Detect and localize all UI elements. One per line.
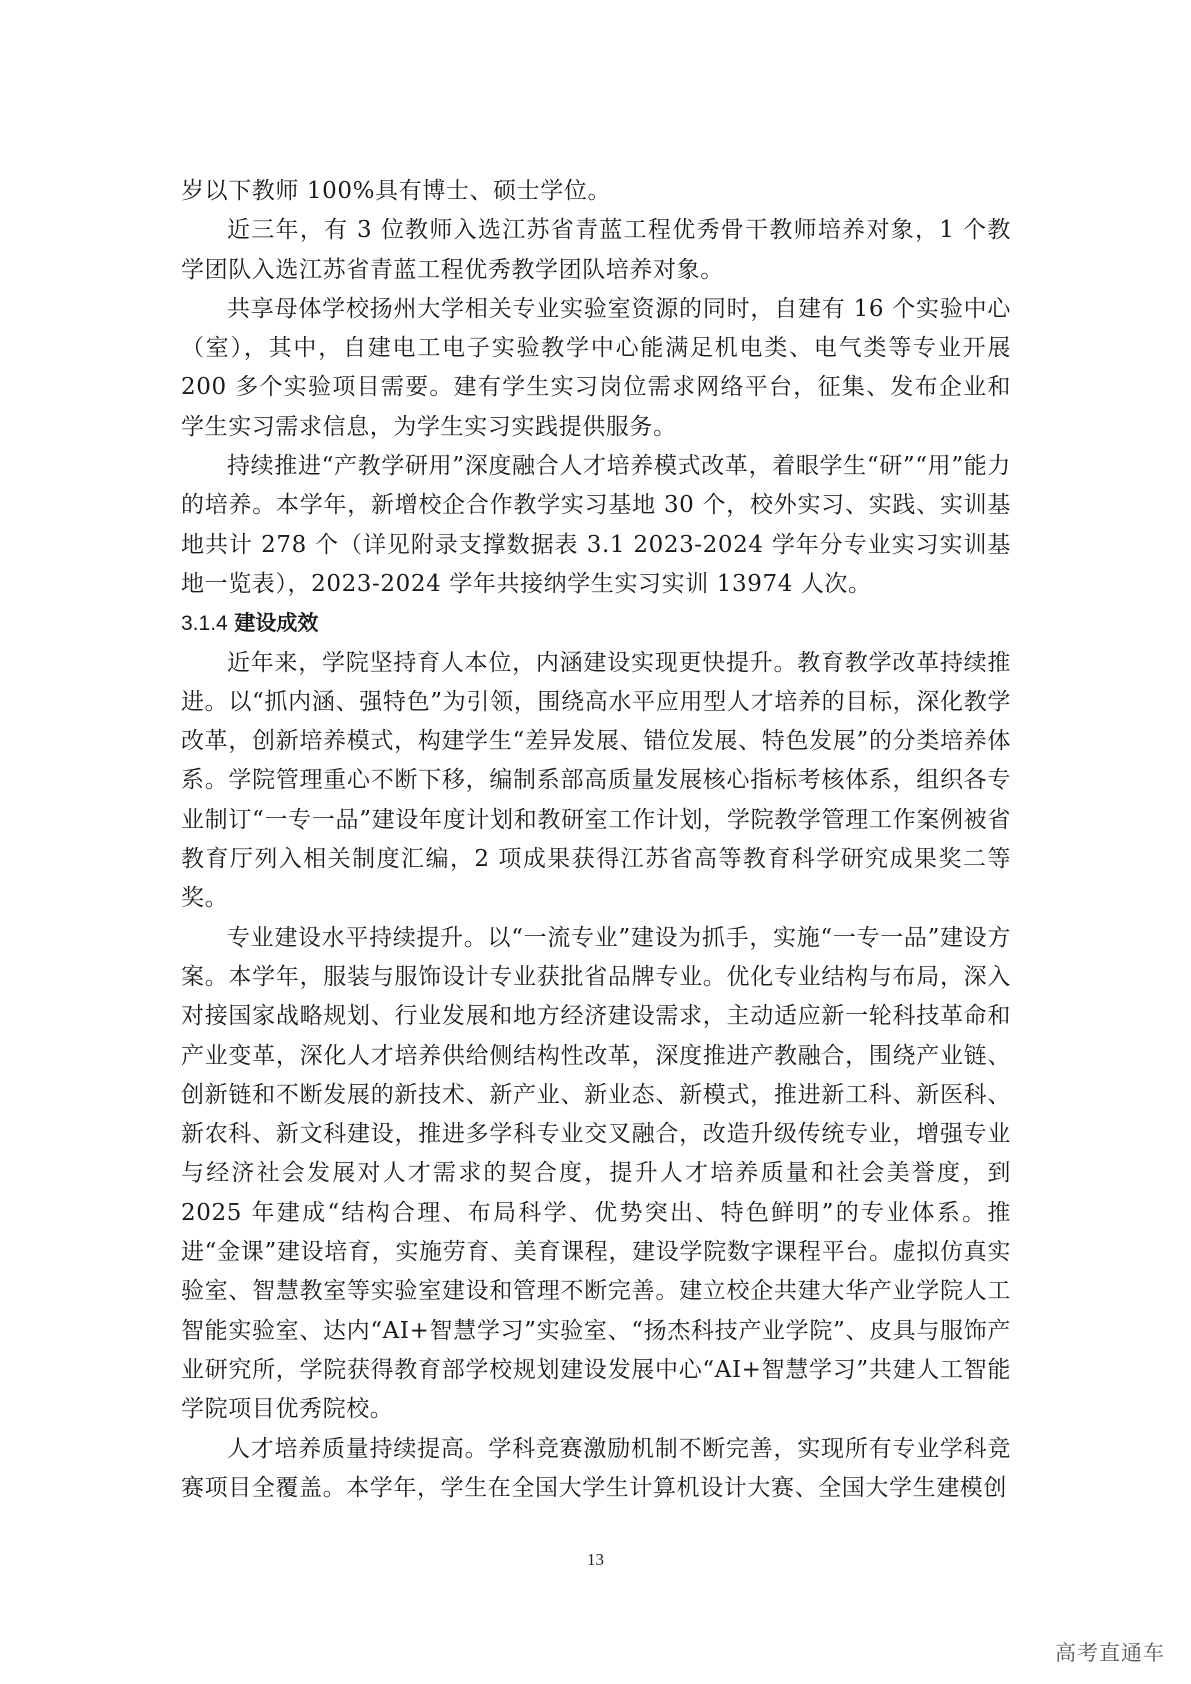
section-heading (181, 604, 1011, 643)
page-number: 13 (587, 1550, 604, 1569)
paragraph-talent-quality: 人才培养质量持续提高。学科竞赛激励机制不断完善，实现所有专业学科竞赛项目全覆盖。本学年，学生在全国大学生计算机设计大赛、全国大学生建模创 (181, 1435, 1011, 1501)
paragraph-labs: 共享母体学校扬州大学相关专业实验室资源的同时，自建有 16 个实验中心（室），其中，自建电工电子实验教学中心能满足机电类、电气类等专业开展 200 多个实验项目需要。建有学生实习岗位需求网络平台，征集、发布企业和学生实习需求信息，为学生实习实践提供服务。 (181, 295, 1011, 440)
document-body (181, 172, 1011, 1508)
section-number: 3.1.4 (181, 612, 228, 636)
paragraph-major-construction: 专业建设水平持续提升。以“一流专业”建设为抓手，实施“一专一品”建设方案。本学年，服装与服饰设计专业获批省品牌专业。优化专业结构与布局，深入对接国家战略规划、行业发展和地方经济建设需求，主动适应新一轮科技革命和产业变革，深化人才培养供给侧结构性改革，深度推进产教融合，围绕产业链、创新链和不断发展的新技术、新产业、新业态、新模式，推进新工科、新医科、新农科、新文科建设，推进多学科专业交叉融合，改造升级传统专业，增强专业与经济社会发展对人才需求的契合度，提升人才培养质量和社会美誉度，到 2025 年建成“结构合理、布局科学、优势突出、特色鲜明”的专业体系。推进“金课”建设培育，实施劳育、美育课程，建设学院数字课程平台。虚拟仿真实验室、智慧教室等实验室建设和管理不断完善。建立校企共建大华产业学院人工智能实验室、达内“AI+智慧学习”实验室、“扬杰科技产业学院”、皮具与服饰产业研究所，学院获得教育部学校规划建设发展中心“AI+智慧学习”共建人工智能学院项目优秀院校。 (181, 924, 1011, 1423)
section-title: 建设成效 (234, 611, 319, 636)
paragraph-teacher-awards: 近三年，有 3 位教师入选江苏省青蓝工程优秀骨干教师培养对象，1 个教学团队入选江苏省青蓝工程优秀教学团队培养对象。 (181, 217, 1011, 283)
paragraph-teacher-degree: 岁以下教师 100%具有博士、硕士学位。 (181, 178, 612, 204)
paragraph-internship: 持续推进“产教学研用”深度融合人才培养模式改革，着眼学生“研”“用”能力的培养。本学年，新增校企合作教学实习基地 30 个，校外实习、实践、实训基地共计 278 个（详见附录支撑数据表 3.1 2023-2024 学年分专业实习实训基地一览表），2023-2024 学年共接纳学生实习实训 13974 人次。 (181, 453, 1011, 597)
paragraph-teaching-reform: 近年来，学院坚持育人本位，内涵建设实现更快提升。教育教学改革持续推进。以“抓内涵、强特色”为引领，围绕高水平应用型人才培养的目标，深化教学改革，创新培养模式，构建学生“差异发展、错位发展、特色发展”的分类培养体系。学院管理重心不断下移，编制系部高质量发展核心指标考核体系，组织各专业制订“一专一品”建设年度计划和教研室工作计划，学院教学管理工作案例被省教育厅列入相关制度汇编，2 项成果获得江苏省高等教育科学研究成果奖二等奖。 (181, 649, 1011, 912)
watermark-text: 高考直通车 (1055, 1641, 1165, 1665)
